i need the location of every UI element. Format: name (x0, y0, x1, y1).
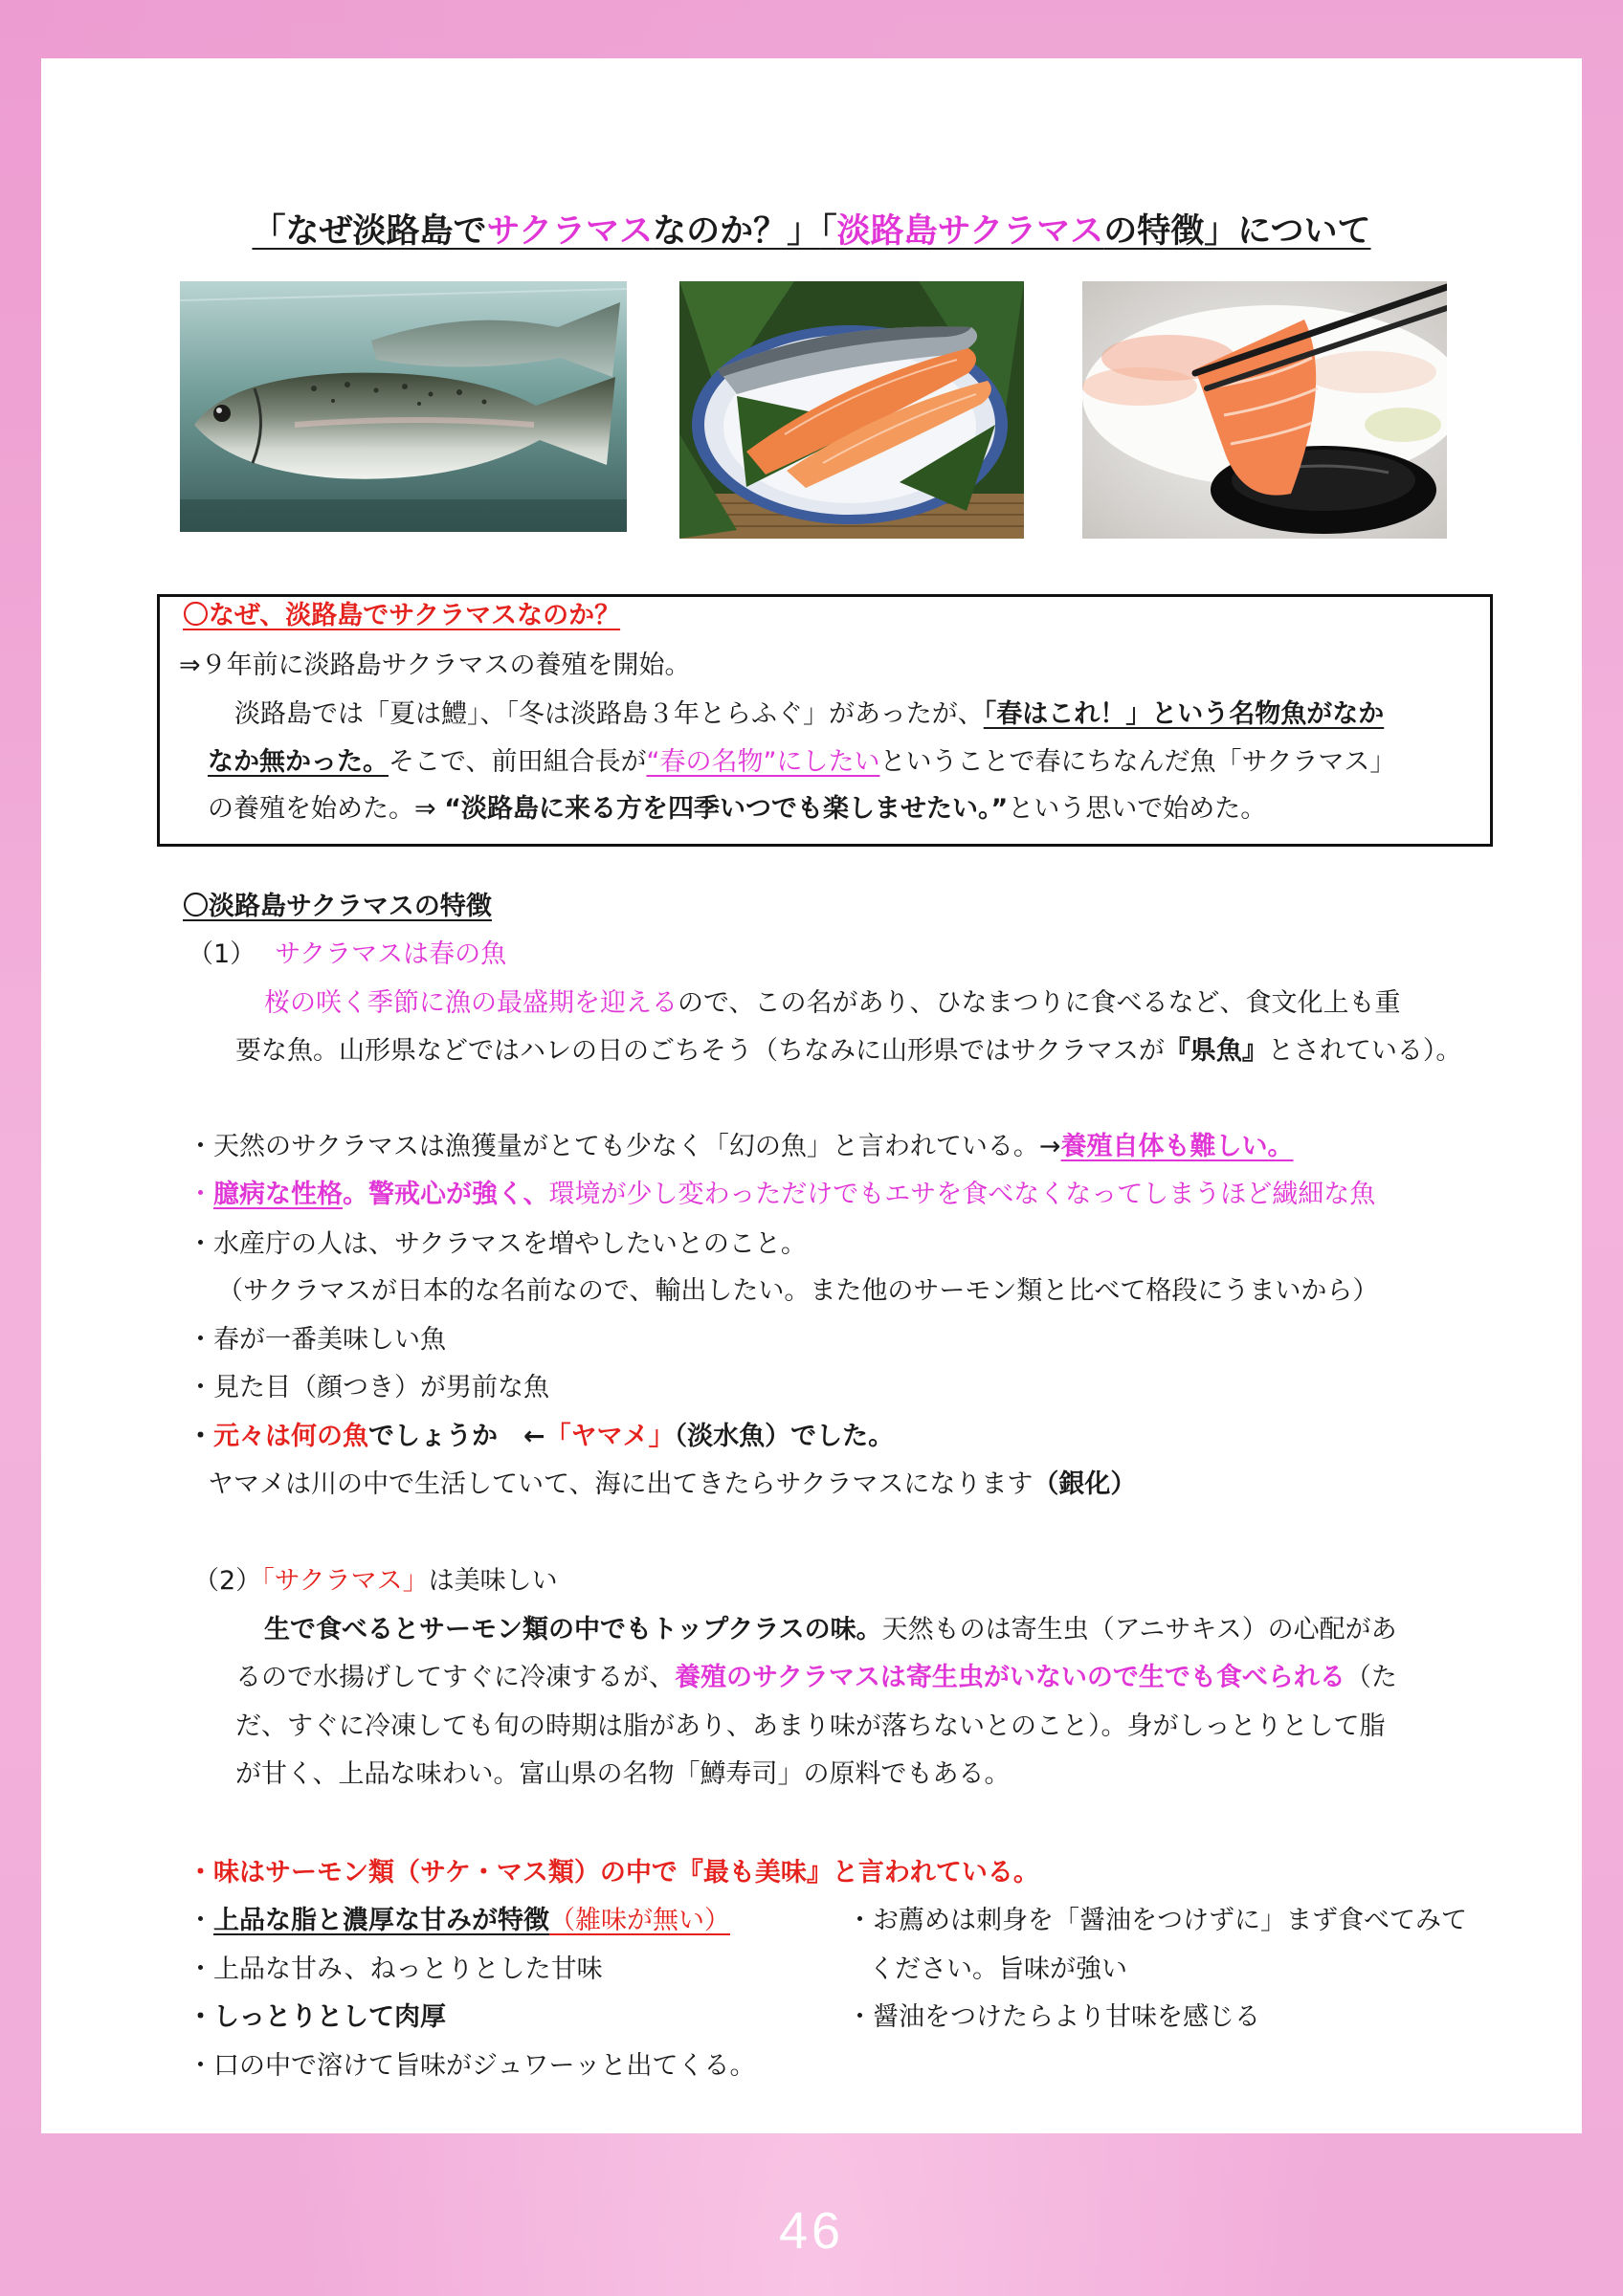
highlight-segment: （雑味が無い） (549, 1906, 730, 1935)
title-highlight: 淡路島サクラマス (836, 212, 1104, 251)
paragraph-line: が甘く、上品な味わい。富山県の名物「鱒寿司」の原料でもある。 (235, 1759, 1011, 1789)
taste-tip: ・お薦めは刺身を「醤油をつけずに」まず食べてみて (847, 1906, 1467, 1935)
bullet-item (188, 1130, 1294, 1164)
photo-salmon-fillets-plate (679, 281, 1024, 539)
why-box-line: ⇒９年前に淡路島サクラマスの養殖を開始。 (179, 651, 691, 680)
subsection-heading-spring (188, 938, 506, 972)
photo-salmon-sashimi (1082, 281, 1447, 539)
subsection-number: （2） (193, 1566, 262, 1596)
text-segment: の養殖を始めた。⇒ (208, 794, 445, 824)
taste-tip: ください。旨味が強い (869, 1954, 1127, 1984)
emphasis-segment: 『県魚』 (1164, 1036, 1268, 1066)
title-text: なのか？」 (653, 212, 821, 251)
emphasis-segment: 上品な脂と濃厚な甘みが特徴 (213, 1906, 549, 1935)
highlight-segment: 養殖のサクラマスは寄生虫がいないので生でも食べられる (675, 1663, 1345, 1692)
text-segment: 淡路島では「夏は鱧」、「冬は淡路島３年とらふぐ」があったが、 (234, 699, 984, 729)
text-segment: （た (1345, 1663, 1397, 1692)
bullet-item (188, 1420, 894, 1454)
emphasis-segment: “淡路島に来る方を四季いつでも楽しませたい。” (444, 794, 1009, 824)
taste-point: ・上品な甘み、ねっとりとした甘味 (188, 1954, 603, 1984)
subsection-title: は美味しい (428, 1566, 558, 1596)
highlight-segment: 桜の咲く季節に漁の最盛期を迎える (264, 988, 678, 1018)
subsection-heading-taste (193, 1564, 558, 1599)
why-box-line (208, 792, 1266, 827)
taste-point: ・口の中で溶けて旨味がジュワーッと出てくる。 (188, 2051, 756, 2081)
subsection-title-highlight: 「サクラマス」 (261, 1566, 429, 1596)
text-segment: るので水揚げしてすぐに冷凍するが、 (235, 1663, 675, 1692)
paragraph-line (264, 1613, 1397, 1647)
paragraph-line: だ、すぐに冷凍しても旬の時期は脂があり、あまり味が落ちないとのこと）。身がしっとりとして脂 (235, 1711, 1386, 1741)
text-segment: ヤマメは川の中で生活していて、海に出てきたらサクラマスになります (208, 1469, 1034, 1499)
text-segment: ということで春にちなんだ魚「サクラマス」 (879, 747, 1396, 777)
title-highlight: サクラマス (486, 212, 654, 251)
text-segment: そこで、前田組合長が (389, 747, 647, 777)
text-segment: ・天然のサクラマスは漁獲量がとても少なく「幻の魚」と言われている。→ (188, 1132, 1061, 1161)
features-heading: 〇淡路島サクラマスの特徴 (183, 892, 492, 921)
title-text: 「なぜ淡路島で (252, 212, 487, 251)
highlight-segment: 養殖自体も難しい。 (1060, 1132, 1294, 1161)
title-text: の特徴」について (1103, 212, 1371, 251)
highlight-segment: 。警戒心が強く、 (343, 1180, 549, 1209)
highlight-segment: “春の名物”にしたい (646, 747, 880, 777)
why-box-line (234, 697, 1384, 732)
subsection-number: （1） (188, 939, 256, 969)
text-segment: （淡水魚）でした。 (674, 1422, 895, 1451)
bullet-mark: ・ (188, 1422, 213, 1451)
text-segment: ので、この名があり、ひなまつりに食べるなど、食文化上も重 (678, 988, 1401, 1018)
emphasis-segment: 生で食べるとサーモン類の中でもトップクラスの味。 (264, 1615, 882, 1645)
paragraph-line (235, 1661, 1397, 1695)
text-segment: でしょうか ← (368, 1422, 545, 1451)
bullet-note: （サクラマスが日本的な名前なので、輸出したい。また他のサーモン類と比べて格段にうまいから） (217, 1276, 1379, 1306)
text-segment: 天然ものは寄生虫（アニサキス）の心配があ (881, 1615, 1397, 1645)
paragraph-line (235, 1034, 1461, 1069)
bullet-mark: ・ (188, 1906, 213, 1935)
subsection-title: サクラマスは春の魚 (275, 939, 507, 969)
title-text: 「 (820, 212, 837, 251)
bullet-item: ・春が一番美味しい魚 (188, 1325, 446, 1355)
highlight-segment: 元々は何の魚 (213, 1422, 368, 1451)
text-segment: とされている）。 (1267, 1036, 1462, 1066)
photo-salmon-aquarium (180, 281, 627, 532)
bullet-mark: ・ (188, 1180, 213, 1209)
paragraph-line (264, 986, 1400, 1021)
emphasis-segment: なか無かった。 (208, 747, 389, 777)
taste-point: ・しっとりとして肉厚 (188, 2002, 446, 2032)
highlight-segment: 「ヤマメ」 (545, 1422, 675, 1451)
taste-tip: ・醤油をつけたらより甘味を感じる (847, 2002, 1260, 2032)
taste-point (188, 1904, 730, 1938)
text-segment: 要な魚。山形県などではハレの日のごちそう（ちなみに山形県ではサクラマスが (235, 1036, 1165, 1066)
bullet-item: ・見た目（顔つき）が男前な魚 (188, 1373, 549, 1402)
bullet-item (188, 1178, 1375, 1212)
bullet-note (208, 1468, 1136, 1502)
page-number: 46 (778, 2202, 845, 2260)
highlight-segment: 環境が少し変わっただけでもエサを食べなくなってしまうほど繊細な魚 (548, 1180, 1376, 1209)
bullet-item: ・水産庁の人は、サクラマスを増やしたいとのこと。 (188, 1229, 807, 1259)
why-box-heading: 〇なぜ、淡路島でサクラマスなのか？ (183, 601, 621, 630)
highlight-segment: 臆病な性格 (213, 1180, 343, 1209)
page-title (0, 210, 1623, 253)
why-box-line (208, 745, 1395, 780)
emphasis-segment: （銀化） (1033, 1469, 1137, 1499)
taste-highlight: ・味はサーモン類（サケ・マス類）の中で『最も美味』と言われている。 (188, 1858, 1039, 1888)
emphasis-segment: 「春はこれ！」という名物魚がなか (983, 699, 1385, 729)
text-segment: という思いで始めた。 (1008, 794, 1267, 824)
